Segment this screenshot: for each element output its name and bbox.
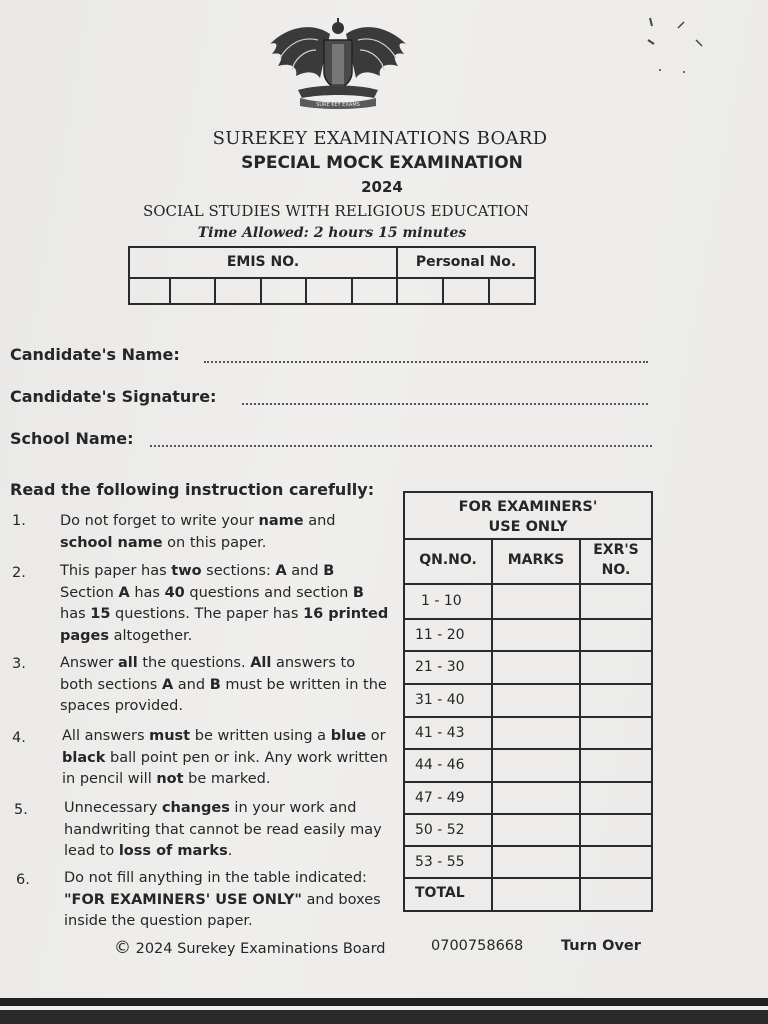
instruction-number: 4. [12, 730, 26, 746]
instruction-3: Answer all the questions. All answers to both sections A and B must be written in the spaces provided. [60, 655, 387, 714]
instruction-5: Unnecessary changes in your work and handwriting that cannot be read easily may lead to loss of marks. [64, 800, 382, 859]
marks-cell[interactable] [493, 815, 581, 847]
instructions-title: Read the following instruction carefully: [10, 480, 375, 499]
instruction-number: 2. [12, 565, 26, 581]
ink-marks-icon [640, 10, 710, 80]
exr-cell[interactable] [581, 815, 651, 847]
col-header-marks: MARKS [493, 538, 581, 585]
row-total-label: TOTAL [405, 879, 493, 910]
personal-digit-box[interactable] [398, 279, 444, 305]
row-qn-label: 50 - 52 [405, 815, 493, 847]
instruction-number: 3. [12, 656, 26, 672]
row-qn-label: 1 - 10 [405, 585, 493, 620]
row-qn-label: 21 - 30 [405, 652, 493, 685]
bottom-border [0, 998, 768, 1006]
total-marks-cell[interactable] [493, 879, 581, 910]
marks-cell[interactable] [493, 585, 581, 620]
emis-digit-box[interactable] [307, 279, 353, 305]
marks-cell[interactable] [493, 750, 581, 783]
coat-of-arms-icon [258, 14, 418, 110]
emis-digit-box[interactable] [216, 279, 262, 305]
exr-cell[interactable] [581, 685, 651, 718]
row-qn-label: 31 - 40 [405, 685, 493, 718]
instruction-number: 5. [14, 802, 28, 818]
crest-banner-text: SURE KEY EXAMS [316, 102, 360, 108]
marks-cell[interactable] [493, 718, 581, 750]
school-name-field[interactable] [150, 445, 652, 447]
instruction-4: All answers must be written using a blue or black ball point pen or ink. Any work written in pencil will not be marked. [62, 728, 388, 787]
col-header-qn: QN.NO. [405, 538, 493, 585]
exam-year: 2024 [361, 178, 403, 196]
copyright: © 2024 Surekey Examinations Board [114, 938, 386, 958]
instruction-1: Do not forget to write your name and school name on this paper. [60, 513, 336, 551]
turn-over-label: Turn Over [561, 938, 641, 954]
row-qn-label: 11 - 20 [405, 620, 493, 652]
phone-number: 0700758668 [431, 938, 524, 954]
examiners-use-table [403, 491, 653, 912]
row-qn-label: 41 - 43 [405, 718, 493, 750]
subject-title: SOCIAL STUDIES WITH RELIGIOUS EDUCATION [142, 202, 530, 220]
instruction-number: 6. [16, 872, 30, 888]
emis-digit-box[interactable] [130, 279, 171, 305]
instruction-2: This paper has two sections: A and B Section A has 40 questions and section B has 15 questions. The paper has 16 printed pages altogether. [60, 563, 389, 644]
col-header-exr: EXR'S NO. [581, 538, 651, 585]
marks-cell[interactable] [493, 620, 581, 652]
exr-cell[interactable] [581, 620, 651, 652]
exr-cell[interactable] [581, 847, 651, 879]
marks-cell[interactable] [493, 652, 581, 685]
emis-digit-box[interactable] [353, 279, 398, 305]
emis-personal-table [128, 246, 536, 305]
exr-cell[interactable] [581, 750, 651, 783]
emis-digit-box[interactable] [262, 279, 307, 305]
copyright-icon: © [114, 938, 131, 958]
row-qn-label: 47 - 49 [405, 783, 493, 815]
examiners-table-title: FOR EXAMINERS' USE ONLY [405, 493, 651, 540]
marks-cell[interactable] [493, 847, 581, 879]
emis-digit-box[interactable] [171, 279, 216, 305]
exr-cell[interactable] [581, 652, 651, 685]
row-qn-label: 53 - 55 [405, 847, 493, 879]
school-name-label: School Name: [10, 429, 134, 448]
candidate-name-label: Candidate's Name: [10, 345, 180, 364]
personal-digit-box[interactable] [490, 279, 534, 305]
marks-cell[interactable] [493, 685, 581, 718]
exam-title: SPECIAL MOCK EXAMINATION [241, 153, 523, 173]
candidate-name-field[interactable] [204, 361, 648, 363]
marks-cell[interactable] [493, 783, 581, 815]
emis-label: EMIS NO. [130, 248, 398, 277]
exr-cell[interactable] [581, 585, 651, 620]
exr-cell[interactable] [581, 783, 651, 815]
personal-no-label: Personal No. [415, 254, 517, 270]
instruction-6: Do not fill anything in the table indicated: "FOR EXAMINERS' USE ONLY" and boxes inside the question paper. [64, 870, 381, 929]
personal-digit-box[interactable] [444, 279, 490, 305]
total-exr-cell[interactable] [581, 879, 651, 910]
row-qn-label: 44 - 46 [405, 750, 493, 783]
time-allowed: Time Allowed: 2 hours 15 minutes [197, 225, 467, 241]
candidate-signature-field[interactable] [242, 403, 648, 405]
candidate-signature-label: Candidate's Signature: [10, 387, 217, 406]
board-name: SUREKEY EXAMINATIONS BOARD [212, 128, 548, 149]
instruction-number: 1. [12, 513, 26, 529]
exr-cell[interactable] [581, 718, 651, 750]
bottom-edge [0, 1010, 768, 1024]
